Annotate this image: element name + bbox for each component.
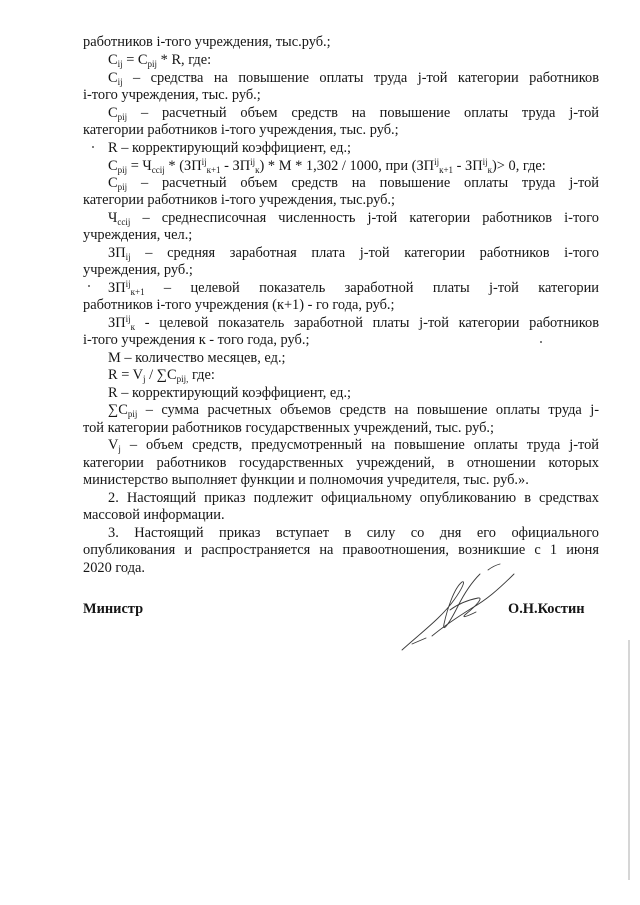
text-line: 2020 года. (83, 560, 146, 576)
handwritten-signature (392, 562, 522, 657)
text-line: $ЗП_{ij}$ – средняя заработная плата j-той категории работников i-того (108, 245, 599, 262)
scan-speck (540, 341, 542, 343)
formula-cpij: $C_{pij} = Ч_{ссij} * (ЗП^{ij}_{к+1} - ЗП^{ij}_к) * M * 1,302 / 1000$, при $(ЗП^{ij}_{к+1} - ЗП^{ij}_к)> 0$, где: (108, 157, 546, 175)
signatory-position: Министр (83, 601, 144, 617)
formula-cij: $C_{ij} = C_{pij} * R$, где: (108, 52, 212, 69)
text-line: учреждения, руб.; (83, 262, 193, 278)
signatory-name: О.Н.Костин (508, 601, 585, 617)
text-line: опубликования и распространяется на правоотношения, возникшие с 1 июня (83, 542, 599, 558)
text-line: $C_{ij}$ – средства на повышение оплаты труда j-той категории работников (108, 70, 599, 87)
text-line: массовой информации. (83, 507, 225, 523)
text-line: $V_j$ – объем средств, предусмотренный на повышение оплаты труда j-той (108, 437, 599, 454)
text-line: R – корректирующий коэффициент, ед.; (108, 140, 352, 156)
scan-speck (88, 285, 90, 287)
formula-r: $R = V_j / \sum C_{pij,}$ где: (108, 367, 215, 384)
text-line: категории работников государственных учреждений, в отношении которых (83, 455, 599, 471)
scan-edge-mark (628, 640, 630, 880)
text-line: работников i-того учреждения (к+1) - го года, руб.; (83, 297, 395, 313)
text-line: R – корректирующий коэффициент, ед.; (108, 385, 352, 401)
paragraph-2: 2. Настоящий приказ подлежит официальному опубликованию в средствах (108, 490, 599, 506)
text-line: той категории работников государственных учреждений, тыс. руб.; (83, 420, 495, 436)
text-line: работников i-того учреждения, тыс.руб.; (83, 34, 331, 50)
scan-speck (92, 146, 94, 148)
text-line: категории работников i-того учреждения, тыс.руб.; (83, 192, 396, 208)
text-line: учреждения, чел.; (83, 227, 193, 243)
text-line: i-того учреждения к - того года, руб.; (83, 332, 310, 348)
text-line: i-того учреждения, тыс. руб.; (83, 87, 261, 103)
text-line: $\sum C_{pij}$ – сумма расчетных объемов средств на повышение оплаты труда j- (108, 402, 599, 419)
text-line: $ЗП^{ij}_к$ - целевой показатель заработной платы j-той категории работников (108, 314, 599, 332)
text-line: категории работников i-того учреждения, тыс. руб.; (83, 122, 399, 138)
text-line: министерство выполняет функции и полномочия учредителя, тыс. руб.». (83, 472, 529, 488)
text-line: $C_{pij}$ – расчетный объем средств на повышение оплаты труда j-той (108, 175, 599, 192)
text-line: $ЗП^{ij}_{к+1}$ – целевой показатель заработной платы j-той категории (108, 279, 599, 297)
text-line: M – количество месяцев, ед.; (108, 350, 286, 366)
paragraph-3: 3. Настоящий приказ вступает в силу со дня его официального (108, 525, 599, 541)
text-line: $Ч_{ссij}$ – среднесписочная численность j-той категории работников i-того (108, 210, 599, 227)
text-line: $C_{pij}$ – расчетный объем средств на повышение оплаты труда j-той (108, 105, 599, 122)
